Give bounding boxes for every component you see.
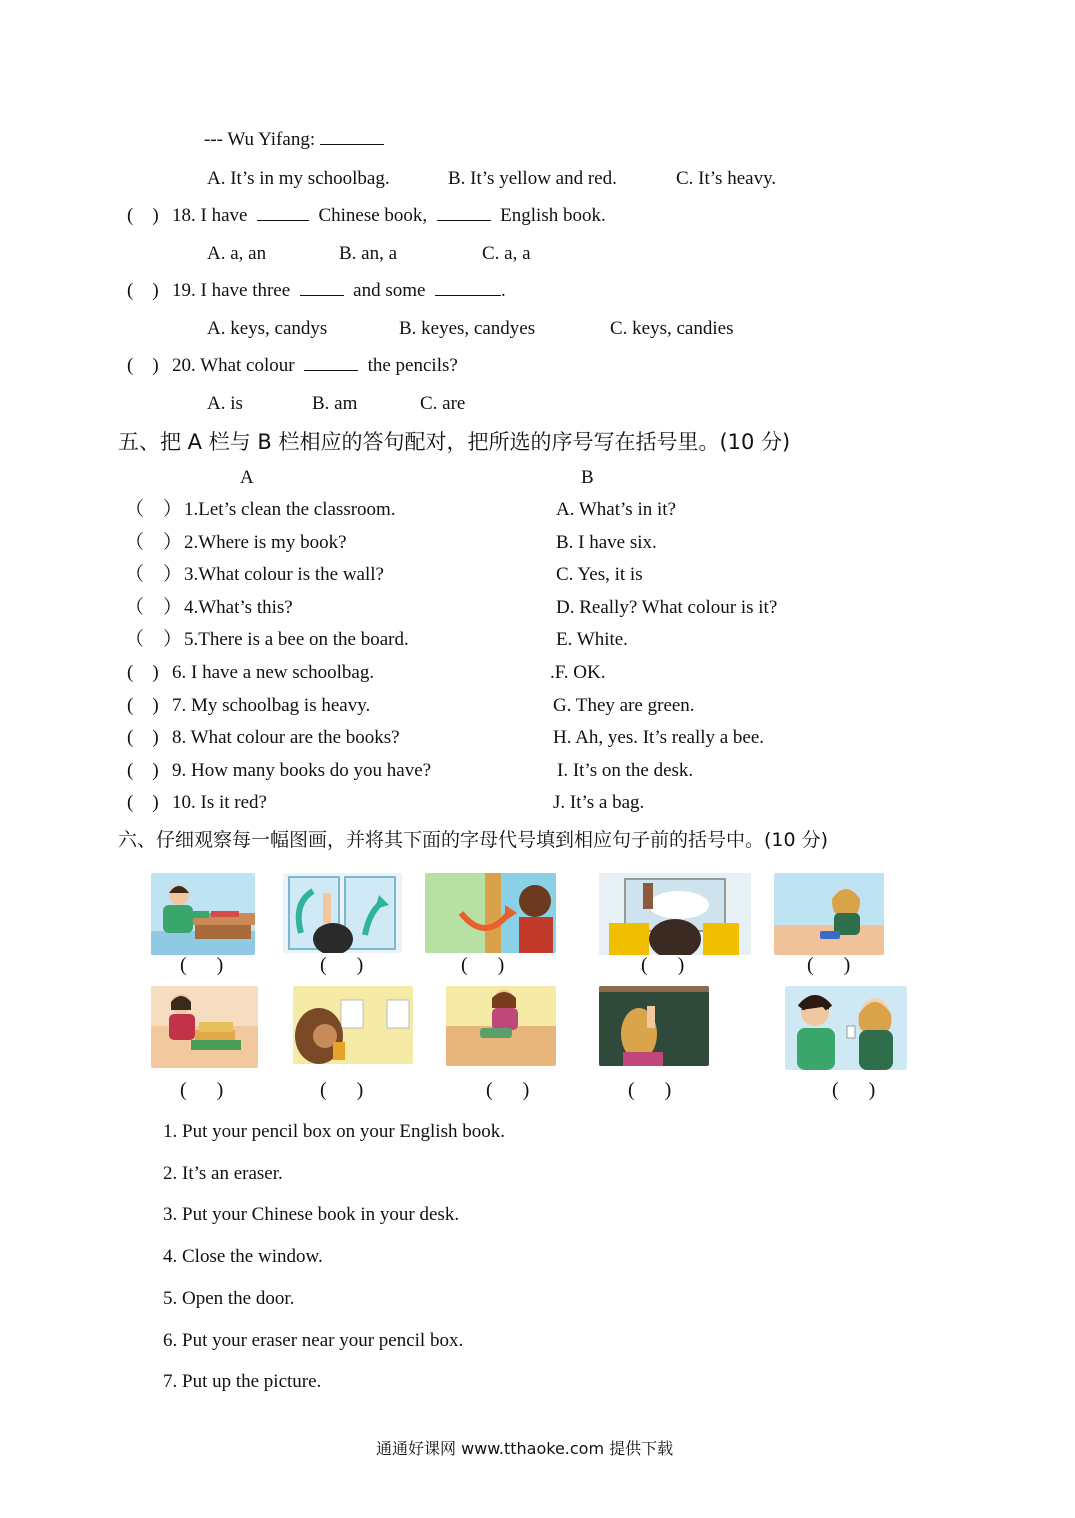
picture-paren-8[interactable]: ( ) bbox=[486, 1079, 530, 1101]
column-b-item: E. White. bbox=[556, 629, 628, 650]
sentence-5: 5. Open the door. bbox=[163, 1288, 295, 1309]
sentence-2: 2. It’s an eraser. bbox=[163, 1163, 283, 1184]
q20-question: 20. What colour the pencils? bbox=[172, 355, 458, 376]
q20-option-a: A. is bbox=[207, 393, 243, 414]
section5-col-a-header: A bbox=[240, 467, 254, 488]
picture-paren-7[interactable]: ( ) bbox=[320, 1079, 364, 1101]
picture-boy-girl-eraser bbox=[785, 986, 907, 1070]
picture-paren-9[interactable]: ( ) bbox=[628, 1079, 672, 1101]
picture-paren-1[interactable]: ( ) bbox=[180, 954, 224, 976]
answer-blank[interactable] bbox=[437, 206, 491, 221]
answer-paren[interactable]: ( ) bbox=[127, 760, 159, 781]
answer-blank[interactable] bbox=[435, 281, 501, 296]
answer-paren[interactable]: （ ） bbox=[125, 629, 183, 650]
answer-blank[interactable] bbox=[300, 281, 344, 296]
column-b-item: H. Ah, yes. It’s really a bee. bbox=[553, 727, 765, 748]
section6-title: 六、仔细观察每一幅图画，并将其下面的字母代号填到相应句子前的括号中。(10 分) bbox=[118, 829, 829, 851]
sentence-1: 1. Put your pencil box on your English book. bbox=[163, 1121, 505, 1142]
column-a-item: 7. My schoolbag is heavy. bbox=[172, 695, 371, 716]
picture-girl-books bbox=[151, 986, 258, 1068]
section5-col-b-header: B bbox=[581, 467, 594, 488]
q20-paren[interactable]: ( ) bbox=[127, 355, 159, 376]
answer-blank[interactable] bbox=[320, 130, 384, 145]
picture-paren-6[interactable]: ( ) bbox=[180, 1079, 224, 1101]
answer-blank[interactable] bbox=[257, 206, 309, 221]
answer-paren[interactable]: ( ) bbox=[127, 792, 159, 813]
sentence-3: 3. Put your Chinese book in your desk. bbox=[163, 1204, 460, 1225]
column-a-item: 6. I have a new schoolbag. bbox=[172, 662, 375, 683]
answer-paren[interactable]: （ ） bbox=[125, 597, 183, 618]
section5-title: 五、把 A 栏与 B 栏相应的答句配对，把所选的序号写在括号里。(10 分) bbox=[118, 430, 791, 454]
picture-boy-desk bbox=[151, 873, 255, 955]
q18-option-c: C. a, a bbox=[482, 243, 531, 264]
picture-paren-3[interactable]: ( ) bbox=[461, 954, 505, 976]
column-a-item: 3.What colour is the wall? bbox=[184, 564, 384, 585]
column-b-item: G. They are green. bbox=[553, 695, 695, 716]
q20-option-c: C. are bbox=[420, 393, 466, 414]
column-b-item: I. It’s on the desk. bbox=[557, 760, 694, 781]
picture-girl-eraser bbox=[774, 873, 884, 955]
column-a-item: 9. How many books do you have? bbox=[172, 760, 432, 781]
picture-close-window bbox=[283, 873, 402, 953]
q18-question: 18. I have Chinese book, English book. bbox=[172, 205, 606, 226]
q19-option-a: A. keys, candys bbox=[207, 318, 328, 339]
q19-paren[interactable]: ( ) bbox=[127, 280, 159, 301]
answer-paren[interactable]: （ ） bbox=[125, 499, 183, 520]
q17-option-a: A. It’s in my schoolbag. bbox=[207, 168, 390, 189]
column-a-item: 10. Is it red? bbox=[172, 792, 267, 813]
q19-option-b: B. keyes, candyes bbox=[399, 318, 536, 339]
q17-answer-line: --- Wu Yifang: bbox=[204, 128, 384, 152]
column-a-item: 4.What’s this? bbox=[184, 597, 293, 618]
column-a-item: 5.There is a bee on the board. bbox=[184, 629, 409, 650]
q19-question: 19. I have three and some . bbox=[172, 280, 506, 301]
column-b-item: D. Really? What colour is it? bbox=[556, 597, 778, 618]
answer-paren[interactable]: ( ) bbox=[127, 662, 159, 683]
page-footer: 通通好课网 www.tthaoke.com 提供下载 bbox=[376, 1439, 674, 1458]
column-b-item: A. What’s in it? bbox=[556, 499, 676, 520]
q18-paren[interactable]: ( ) bbox=[127, 205, 159, 226]
column-b-item: J. It’s a bag. bbox=[553, 792, 645, 813]
q17-option-c: C. It’s heavy. bbox=[676, 168, 777, 189]
q18-option-b: B. an, a bbox=[339, 243, 398, 264]
answer-paren[interactable]: （ ） bbox=[125, 564, 183, 585]
column-b-item: .F. OK. bbox=[550, 662, 606, 683]
q19-option-c: C. keys, candies bbox=[610, 318, 734, 339]
picture-paren-4[interactable]: ( ) bbox=[641, 954, 685, 976]
picture-open-door bbox=[425, 873, 556, 953]
answer-paren[interactable]: ( ) bbox=[127, 695, 159, 716]
column-a-item: 2.Where is my book? bbox=[184, 532, 347, 553]
sentence-6: 6. Put your eraser near your pencil box. bbox=[163, 1330, 464, 1351]
answer-paren[interactable]: （ ） bbox=[125, 532, 183, 553]
column-b-item: C. Yes, it is bbox=[556, 564, 643, 585]
q18-option-a: A. a, an bbox=[207, 243, 267, 264]
picture-paren-5[interactable]: ( ) bbox=[807, 954, 851, 976]
q20-option-b: B. am bbox=[312, 393, 358, 414]
picture-put-up-picture bbox=[599, 873, 751, 955]
sentence-4: 4. Close the window. bbox=[163, 1246, 323, 1267]
column-a-item: 8. What colour are the books? bbox=[172, 727, 400, 748]
answer-blank[interactable] bbox=[304, 356, 358, 371]
answer-paren[interactable]: ( ) bbox=[127, 727, 159, 748]
picture-girl-pencil-box bbox=[446, 986, 556, 1066]
picture-boy-eraser-box bbox=[293, 986, 413, 1064]
column-a-item: 1.Let’s clean the classroom. bbox=[184, 499, 396, 520]
q17-option-b: B. It’s yellow and red. bbox=[448, 168, 617, 189]
picture-girl-blackboard bbox=[599, 986, 709, 1066]
sentence-7: 7. Put up the picture. bbox=[163, 1371, 322, 1392]
picture-paren-10[interactable]: ( ) bbox=[832, 1079, 876, 1101]
column-b-item: B. I have six. bbox=[556, 532, 657, 553]
picture-paren-2[interactable]: ( ) bbox=[320, 954, 364, 976]
